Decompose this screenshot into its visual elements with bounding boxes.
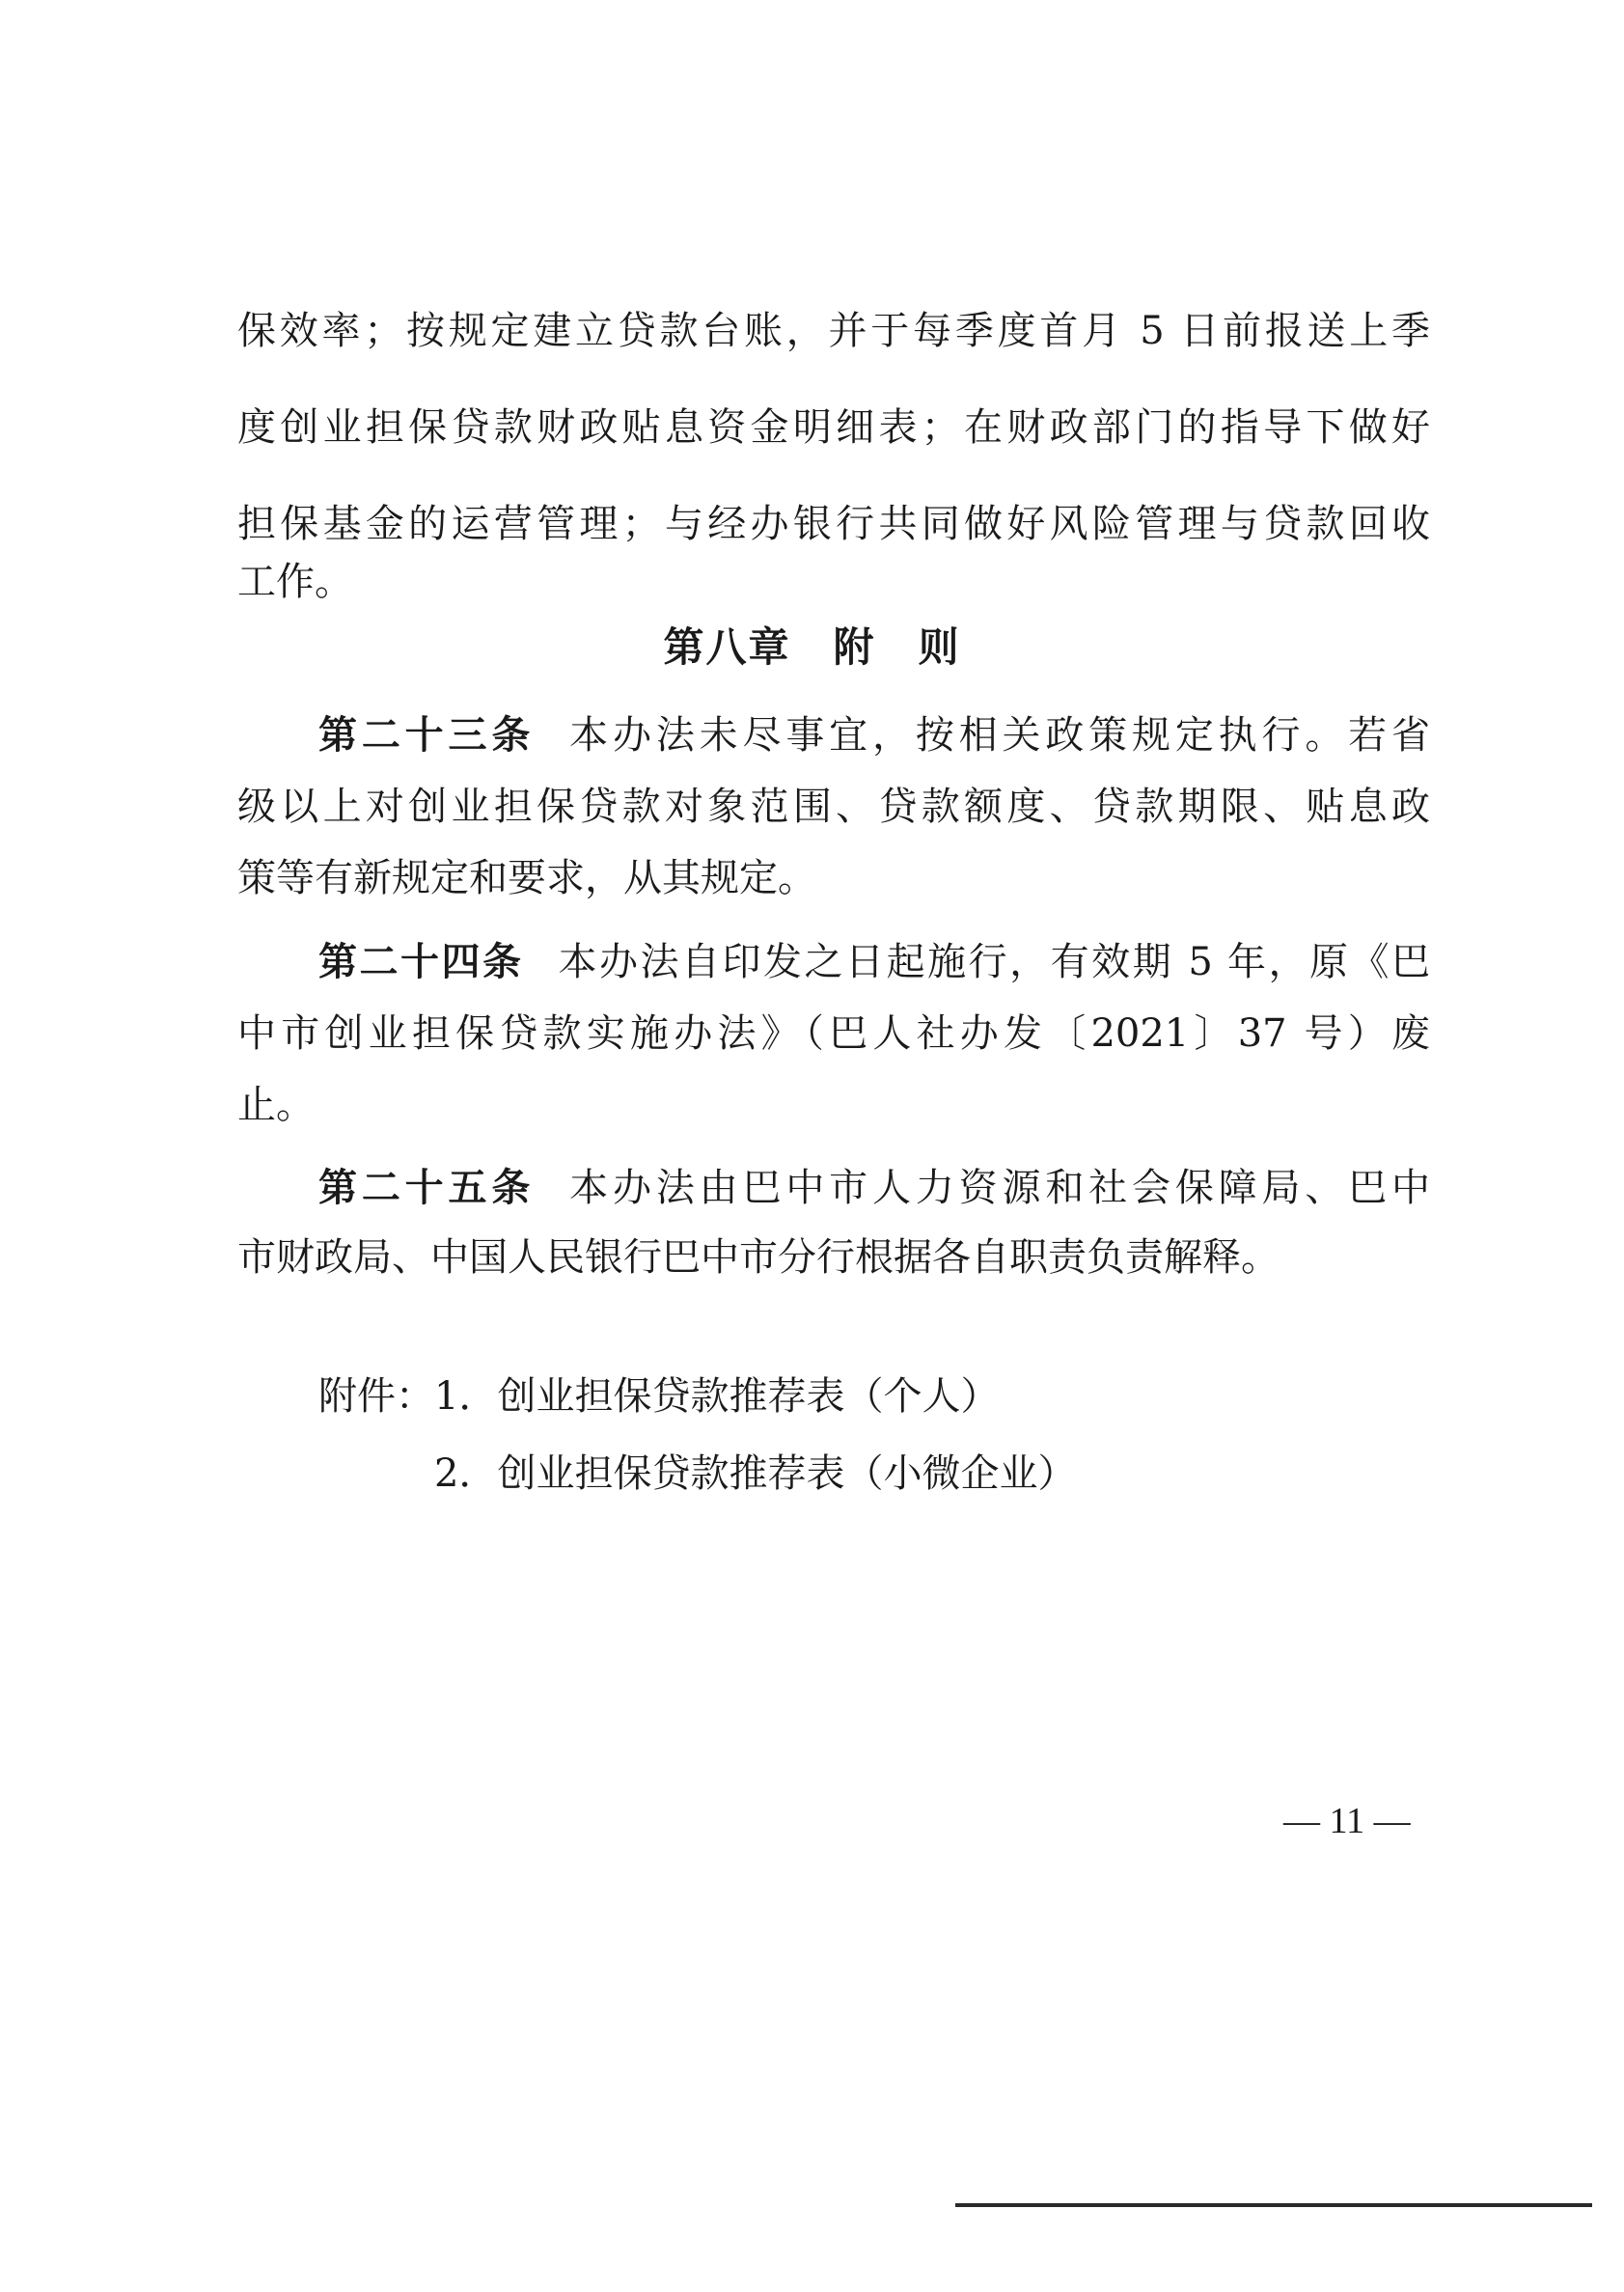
chapter-heading: [0, 623, 1624, 671]
article-24-line: 止。: [237, 1083, 315, 1127]
paragraph-line: 工作。: [237, 560, 353, 604]
article-23-label: 第二十三条: [318, 712, 536, 758]
article-24-text: 本办法自印发之日起施行，有效期 5 年，原《巴: [558, 940, 1430, 984]
article-25-line: [318, 1165, 1431, 1210]
attachment-item-1: 1．创业担保贷款推荐表（个人）: [434, 1374, 1000, 1419]
article-25-line: 市财政局、中国人民银行巴中市分行根据各自职责负责解释。: [237, 1235, 1280, 1280]
paragraph-line: 保效率；按规定建立贷款台账，并于每季度首月 5 日前报送上季: [237, 309, 1430, 353]
attachment-item: [318, 1374, 1000, 1419]
attachment-prefix: 附件：: [318, 1374, 434, 1419]
article-24-line: 中市创业担保贷款实施办法》（巴人社办发〔2021〕37 号）废: [237, 1011, 1430, 1056]
article-25-text: 本办法由巴中市人力资源和社会保障局、巴中: [569, 1166, 1431, 1210]
footer-rule: [955, 2203, 1592, 2207]
article-24-label: 第二十四条: [318, 939, 524, 984]
article-25-label: 第二十五条: [318, 1165, 536, 1210]
page-number: — 11 —: [1283, 1801, 1411, 1841]
article-23-line: [318, 712, 1431, 758]
article-23-line: 策等有新规定和要求，从其规定。: [237, 856, 816, 900]
paragraph-line: 担保基金的运营管理；与经办银行共同做好风险管理与贷款回收: [237, 502, 1430, 546]
article-24-line: [318, 939, 1430, 984]
attachment-item-2: 2．创业担保贷款推荐表（小微企业）: [434, 1451, 1077, 1496]
article-23-text: 本办法未尽事宜，按相关政策规定执行。若省: [569, 713, 1431, 758]
chapter-title: 附 则: [833, 623, 961, 671]
chapter-number: 第八章: [663, 623, 791, 671]
article-23-line: 级以上对创业担保贷款对象范围、贷款额度、贷款期限、贴息政: [237, 785, 1430, 829]
paragraph-line: 度创业担保贷款财政贴息资金明细表；在财政部门的指导下做好: [237, 405, 1430, 450]
